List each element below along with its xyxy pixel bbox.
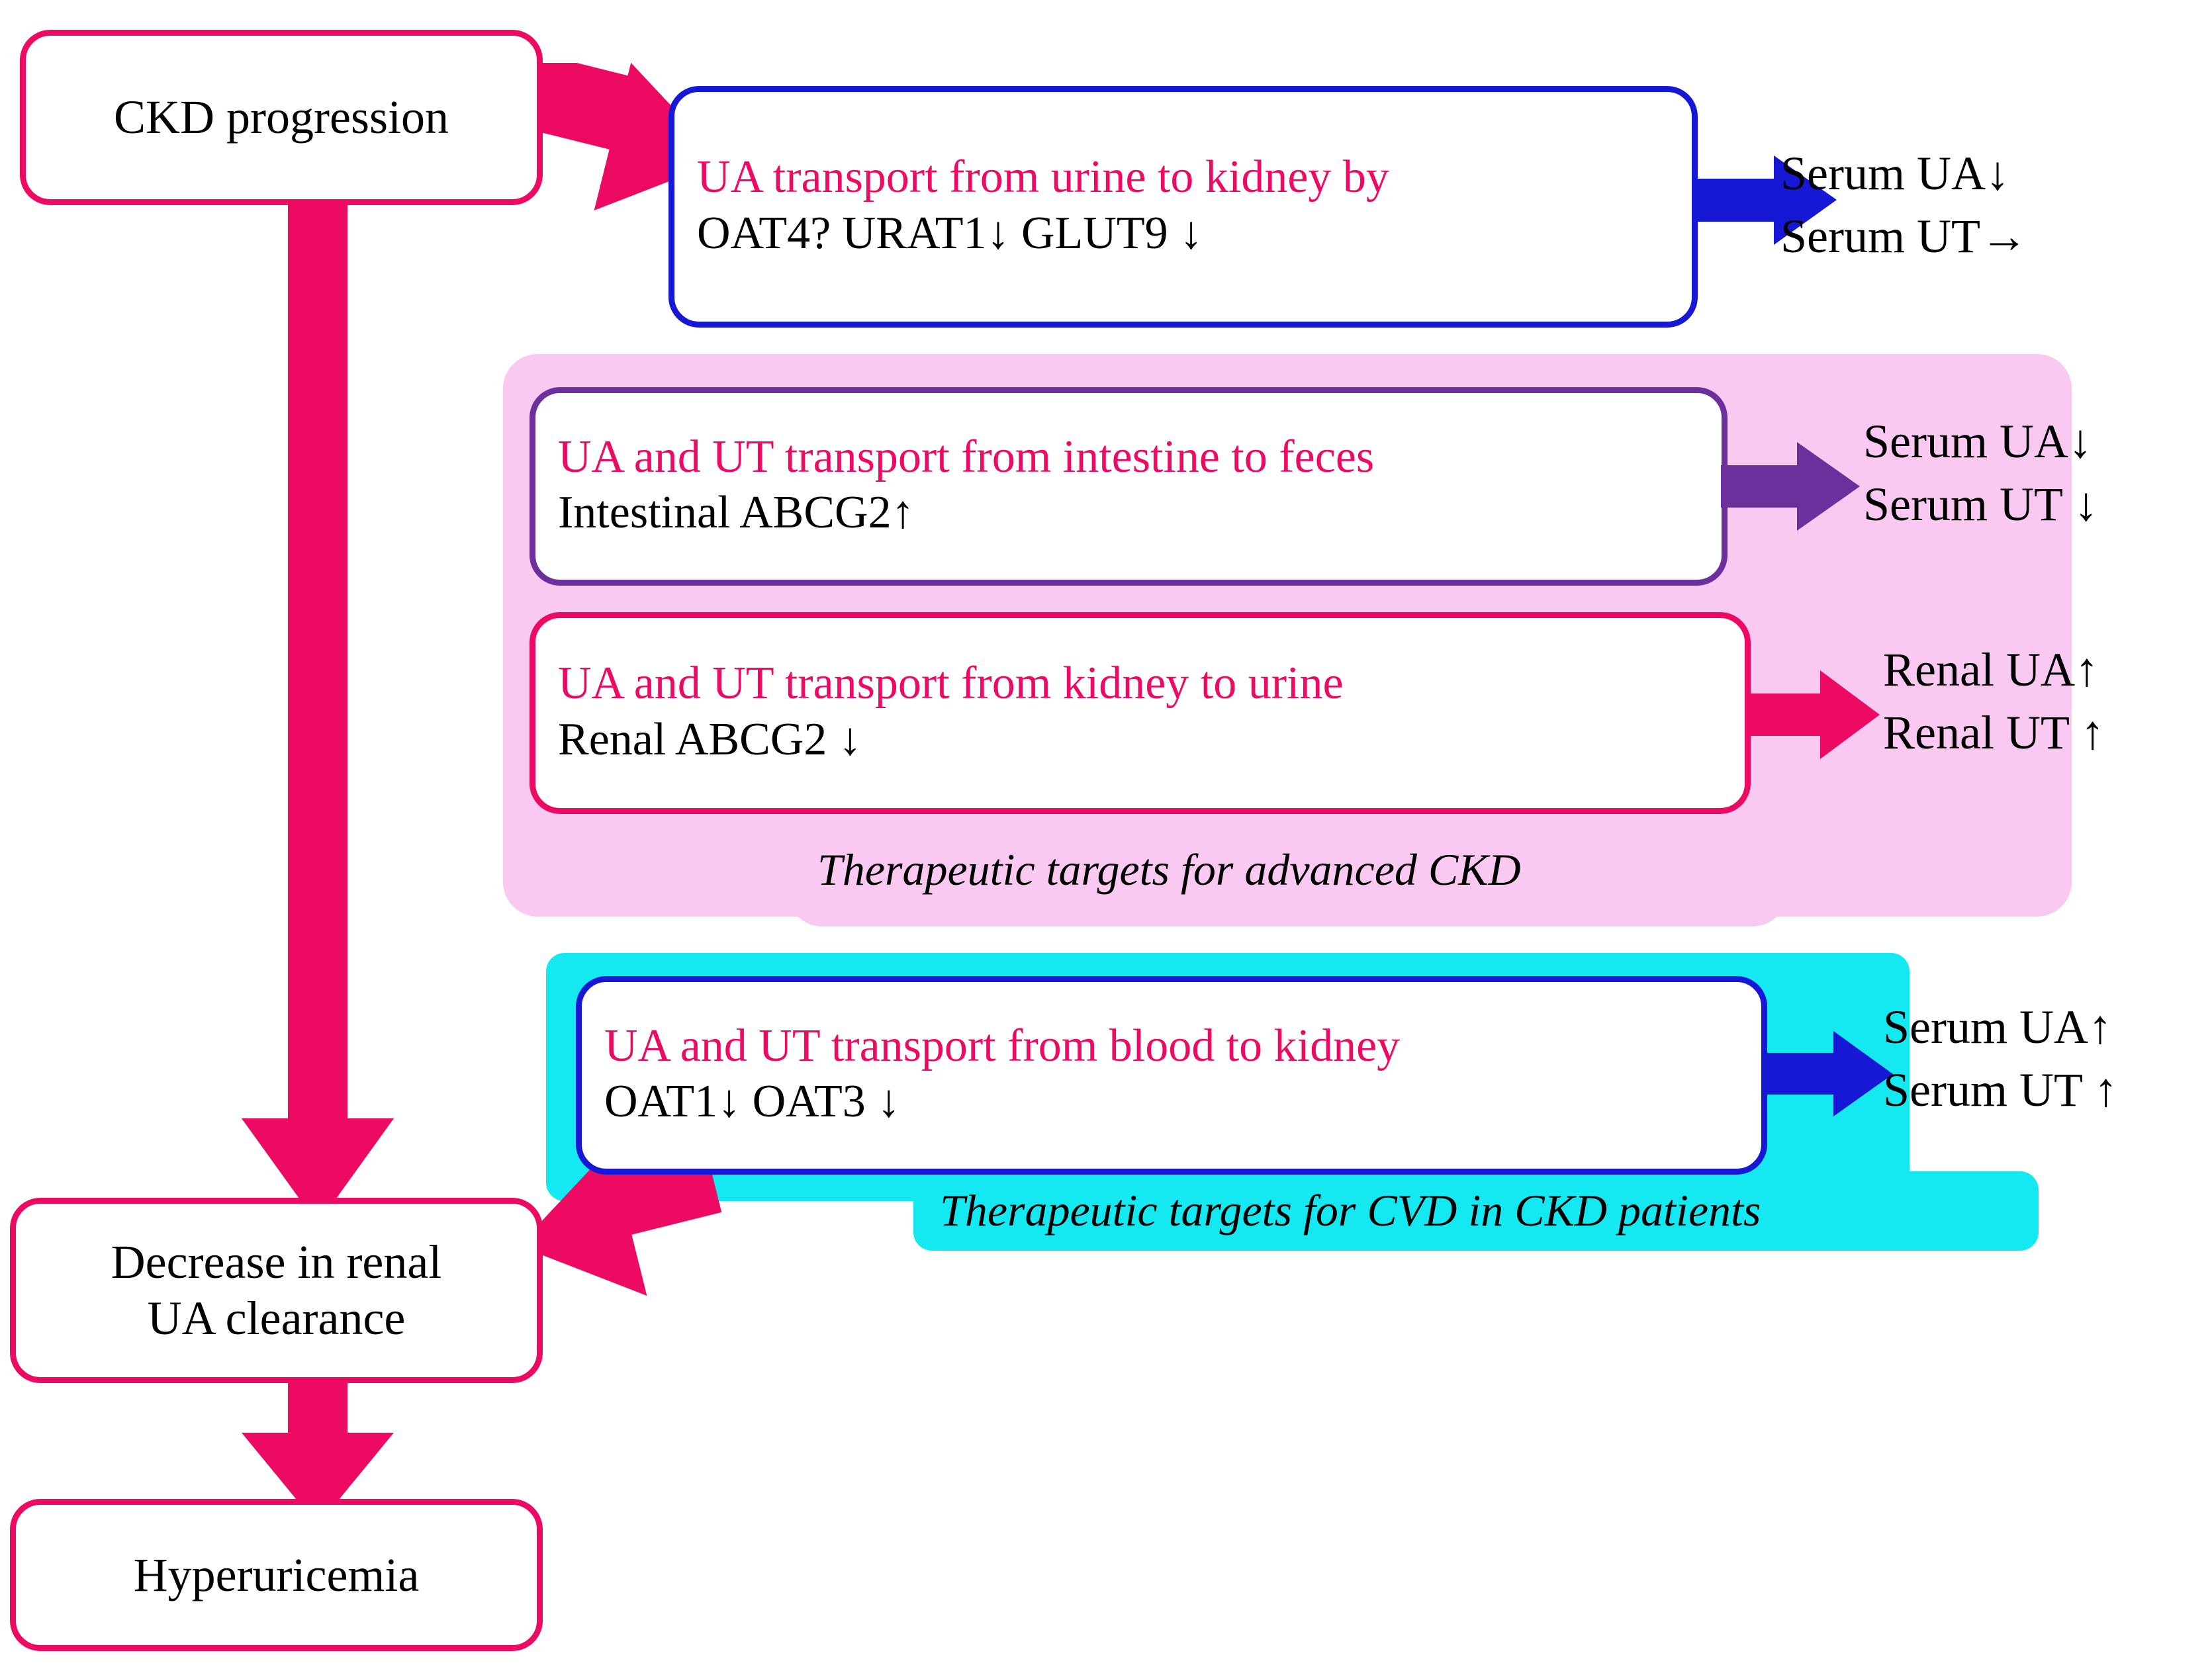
node-ckd-progression-label: CKD progression (114, 91, 449, 144)
pathway-box-blood-to-kidney (576, 976, 1767, 1175)
result-blood-to-kidney (1883, 996, 2118, 1122)
result-kidney-to-urine-line2: Renal UT ↑ (1883, 706, 2105, 760)
result-blood-to-kidney-line2: Serum UT ↑ (1883, 1063, 2118, 1117)
result-intestine-to-feces-line1: Serum UA↓ (1863, 415, 2092, 468)
pathway-sub-intestine-to-feces: Intestinal ABCG2↑ (558, 487, 915, 538)
node-hyperuricemia (10, 1499, 543, 1651)
result-kidney-to-urine (1883, 639, 2105, 764)
pathway-sub-blood-to-kidney: OAT1↓ OAT3 ↓ (604, 1076, 901, 1127)
arrow-result-kidney-to-urine (1747, 668, 1880, 761)
result-intestine-to-feces (1863, 410, 2098, 536)
arrow-ckd-to-decrease (218, 165, 417, 1224)
result-kidney-to-urine-line1: Renal UA↑ (1883, 643, 2099, 696)
pathway-box-intestine-to-feces (530, 387, 1728, 586)
arrow-result-blood-to-kidney (1764, 1029, 1893, 1118)
pathway-title-blood-to-kidney: UA and UT transport from blood to kidney (604, 1020, 1401, 1071)
pathway-sub-urine-to-kidney: OAT4? URAT1↓ GLUT9 ↓ (697, 207, 1203, 259)
result-urine-to-kidney (1780, 142, 2028, 268)
node-hyperuricemia-label: Hyperuricemia (133, 1548, 420, 1601)
node-ckd-progression (20, 30, 543, 205)
result-intestine-to-feces-line2: Serum UT ↓ (1863, 478, 2098, 531)
pathway-box-kidney-to-urine (530, 612, 1751, 814)
result-blood-to-kidney-line1: Serum UA↑ (1883, 1001, 2112, 1054)
pathway-sub-kidney-to-urine: Renal ABCG2 ↓ (558, 713, 862, 765)
result-urine-to-kidney-line1: Serum UA↓ (1780, 147, 2009, 200)
arrow-result-intestine-to-feces (1721, 440, 1860, 533)
panel-advanced-ckd-label: Therapeutic targets for advanced CKD (817, 844, 1521, 895)
pathway-box-urine-to-kidney (668, 86, 1698, 328)
pathway-title-intestine-to-feces: UA and UT transport from intestine to feces (558, 431, 1375, 482)
pathway-title-urine-to-kidney: UA transport from urine to kidney by (697, 152, 1389, 203)
pathway-title-kidney-to-urine: UA and UT transport from kidney to urine (558, 658, 1344, 709)
node-decrease-renal-ua-clearance (10, 1198, 543, 1383)
node-decrease-line2: UA clearance (147, 1292, 406, 1345)
panel-cvd-ckd-label: Therapeutic targets for CVD in CKD patients (940, 1185, 1761, 1236)
node-decrease-line1: Decrease in renal (111, 1236, 442, 1289)
result-urine-to-kidney-line2: Serum UT→ (1780, 210, 2028, 263)
